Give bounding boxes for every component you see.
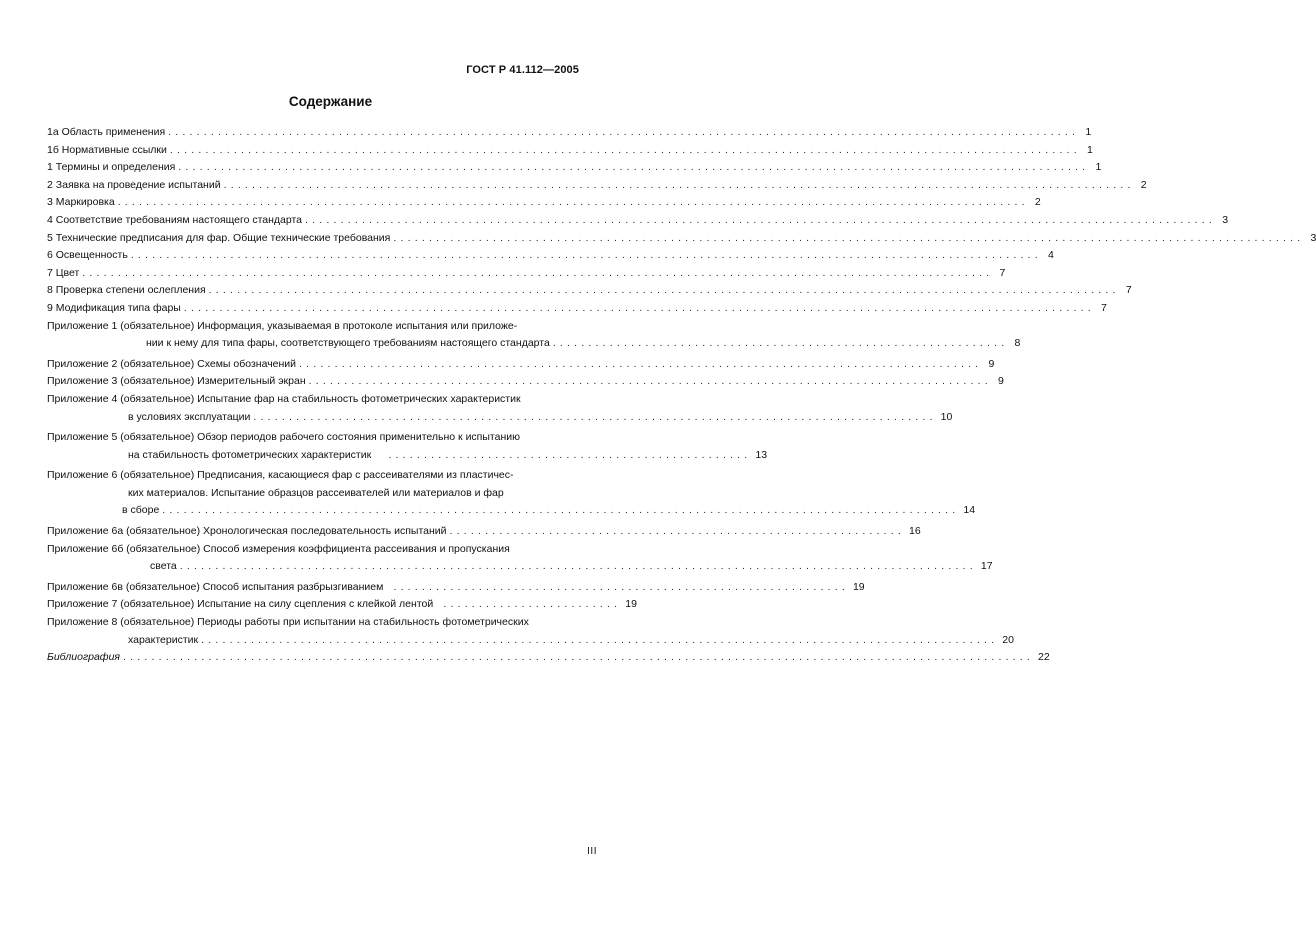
toc-entry-label: 1б Нормативные ссылки bbox=[47, 142, 170, 160]
annex-8-continuation: характеристик bbox=[128, 632, 201, 650]
annex-5-line2[interactable] bbox=[47, 447, 768, 465]
annex-6-line1[interactable]: Приложение 6 (обязательное) Предписания, касающиеся фар с рассеивателями из пластичес- bbox=[47, 469, 514, 482]
toc-entry-page: 7 bbox=[993, 265, 1005, 283]
leader-dots: ................................................................ bbox=[449, 525, 906, 538]
annex-6-continuation: в сборе bbox=[122, 502, 162, 520]
table-of-contents bbox=[47, 124, 1316, 667]
annex-1-line2[interactable] bbox=[47, 335, 1021, 353]
annex-6v-label: Приложение 6в (обязательное) Способ испытания разбрызгиванием bbox=[47, 579, 386, 597]
bibliography-entry[interactable] bbox=[47, 649, 1050, 667]
annex-4-line2[interactable] bbox=[47, 409, 953, 427]
toc-entry-label: 1а Область применения bbox=[47, 124, 168, 142]
annex-6a-entry[interactable] bbox=[47, 523, 921, 541]
annex-8-page: 20 bbox=[998, 632, 1014, 650]
annex-8-line2[interactable] bbox=[47, 632, 1014, 650]
leader-dots: ................................................................................................................................ bbox=[183, 301, 1095, 314]
leader-dots: ................................................................................................ bbox=[299, 357, 983, 370]
leader-dots: ................................................................ bbox=[552, 337, 1009, 350]
toc-entry[interactable] bbox=[47, 212, 1229, 230]
toc-entry-label: 2 Заявка на проведение испытаний bbox=[47, 177, 224, 195]
toc-entry-page: 7 bbox=[1095, 300, 1107, 318]
annex-2-page: 9 bbox=[982, 356, 994, 374]
toc-entry[interactable] bbox=[47, 282, 1132, 300]
bibliography-page: 22 bbox=[1034, 649, 1050, 667]
toc-entry-page: 1 bbox=[1081, 142, 1093, 160]
annex-6b-continuation: света bbox=[150, 558, 180, 576]
toc-entry[interactable] bbox=[47, 177, 1147, 195]
leader-dots: ................................................................................................................ bbox=[162, 504, 960, 517]
annex-6b-line1[interactable]: Приложение 6б (обязательное) Способ измерения коэффициента рассеивания и пропускания bbox=[47, 542, 510, 555]
toc-entry-label: 4 Соответствие требованиям настоящего стандарта bbox=[47, 212, 305, 230]
leader-dots: ................................................................................................ bbox=[253, 410, 937, 423]
leader-dots: ......................... bbox=[436, 598, 622, 611]
annex-6v-entry[interactable] bbox=[47, 579, 865, 597]
annex-3-entry[interactable] bbox=[47, 373, 1004, 391]
annex-7-page: 19 bbox=[621, 596, 637, 614]
annex-6b-page: 17 bbox=[977, 558, 993, 576]
toc-entry-page: 1 bbox=[1089, 159, 1101, 177]
annex-2-entry[interactable] bbox=[47, 356, 995, 374]
toc-entry-page: 1 bbox=[1079, 124, 1091, 142]
leader-dots: ................................................................................................................ bbox=[179, 560, 977, 573]
toc-entry-label: 9 Модификация типа фары bbox=[47, 300, 184, 318]
toc-entry-label: 8 Проверка степени ослепления bbox=[47, 282, 209, 300]
leader-dots: ................................................................................................................................ bbox=[123, 651, 1035, 664]
annex-6v-page: 19 bbox=[849, 579, 865, 597]
annex-1-page: 8 bbox=[1008, 335, 1020, 353]
annex-6b-line2[interactable] bbox=[47, 558, 993, 576]
toc-entry-page: 4 bbox=[1042, 247, 1054, 265]
toc-entry[interactable] bbox=[47, 230, 1316, 248]
leader-dots: ................................................................................................................................ bbox=[130, 249, 1042, 262]
annex-6a-label: Приложение 6а (обязательное) Хронологическая последовательность испытаний bbox=[47, 523, 450, 541]
annex-3-page: 9 bbox=[992, 373, 1004, 391]
leader-dots: ................................................................................................................................ bbox=[168, 126, 1080, 138]
leader-dots: ................................................................................................................................ bbox=[393, 231, 1305, 244]
toc-entry[interactable] bbox=[47, 265, 1006, 283]
toc-entry-label: 6 Освещенность bbox=[47, 247, 131, 265]
leader-dots: ................................................................................................................................ bbox=[82, 266, 994, 279]
toc-entry-page: 2 bbox=[1135, 177, 1147, 195]
annex-6a-page: 16 bbox=[905, 523, 921, 541]
bibliography-label: Библиография bbox=[47, 649, 123, 667]
leader-dots: ................................................................................................................................ bbox=[178, 161, 1090, 174]
toc-entry-label: 5 Технические предписания для фар. Общие технические требования bbox=[47, 230, 393, 248]
page-title: Содержание bbox=[288, 94, 373, 109]
toc-entry-page: 7 bbox=[1120, 282, 1132, 300]
toc-entry[interactable] bbox=[47, 124, 1092, 142]
annex-5-line1[interactable]: Приложение 5 (обязательное) Обзор периодов рабочего состояния применительно к испытанию bbox=[47, 431, 520, 444]
leader-dots: ................................................................................................................................ bbox=[117, 196, 1029, 209]
annex-4-page: 10 bbox=[937, 409, 953, 427]
page-number: III bbox=[587, 846, 597, 857]
annex-8-line1[interactable]: Приложение 8 (обязательное) Периоды работы при испытании на стабильность фотометрических bbox=[47, 616, 529, 629]
leader-dots: ................................................................................................................................ bbox=[208, 284, 1120, 297]
leader-dots: ................................................................................................................ bbox=[201, 633, 999, 646]
toc-entry-label: 7 Цвет bbox=[47, 265, 82, 283]
annex-3-label: Приложение 3 (обязательное) Измерительный экран bbox=[47, 373, 309, 391]
toc-entry[interactable] bbox=[47, 194, 1041, 212]
toc-entry[interactable] bbox=[47, 300, 1107, 318]
toc-entry-page: 3 bbox=[1304, 230, 1316, 248]
leader-dots: ................................................................................................................................ bbox=[169, 143, 1081, 156]
toc-entry[interactable] bbox=[47, 247, 1054, 265]
toc-entry-label: 3 Маркировка bbox=[47, 194, 118, 212]
annex-7-entry[interactable] bbox=[47, 596, 637, 614]
annex-6-line3[interactable] bbox=[47, 502, 976, 520]
leader-dots: ................................................... bbox=[374, 448, 752, 461]
annex-1-line1[interactable]: Приложение 1 (обязательное) Информация, указываемая в протоколе испытания или приложе- bbox=[47, 319, 518, 332]
leader-dots: ................................................................................................................................ bbox=[223, 178, 1135, 191]
doc-code: ГОСТ Р 41.112—2005 bbox=[466, 64, 579, 76]
annex-4-continuation: в условиях эксплуатации bbox=[128, 409, 253, 427]
annex-4-line1[interactable]: Приложение 4 (обязательное) Испытание фар на стабильность фотометрических характеристик bbox=[47, 392, 521, 405]
annex-6-line2[interactable]: ких материалов. Испытание образцов рассеивателей или материалов и фар bbox=[128, 486, 504, 499]
annex-5-page: 13 bbox=[751, 447, 767, 465]
leader-dots: ................................................................................................ bbox=[308, 375, 992, 388]
leader-dots: ................................................................................................................................ bbox=[305, 213, 1217, 226]
annex-5-continuation: на стабильность фотометрических характеристик bbox=[128, 447, 374, 465]
toc-entry-page: 3 bbox=[1216, 212, 1228, 230]
annex-6-page: 14 bbox=[959, 502, 975, 520]
annex-1-continuation: нии к нему для типа фары, соответствующего требованиям настоящего стандарта bbox=[146, 335, 553, 353]
annex-2-label: Приложение 2 (обязательное) Схемы обозначений bbox=[47, 356, 299, 374]
toc-entry-page: 2 bbox=[1029, 194, 1041, 212]
leader-dots: ................................................................ bbox=[386, 580, 849, 593]
toc-entry-label: 1 Термины и определения bbox=[47, 159, 178, 177]
toc-entry[interactable] bbox=[47, 159, 1102, 177]
annex-7-label: Приложение 7 (обязательное) Испытание на силу сцепления с клейкой лентой bbox=[47, 596, 436, 614]
toc-entry[interactable] bbox=[47, 142, 1093, 160]
